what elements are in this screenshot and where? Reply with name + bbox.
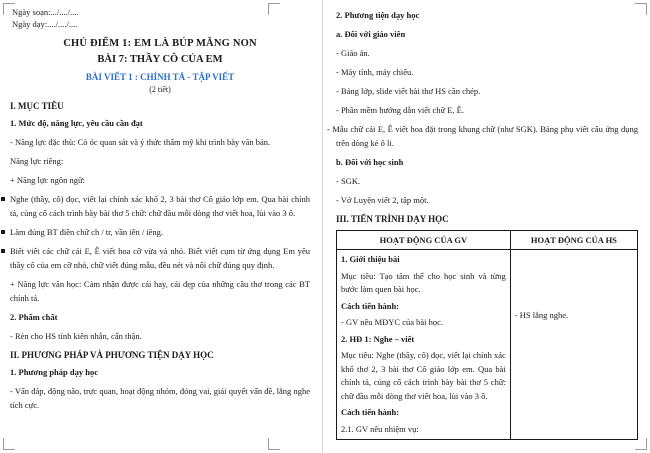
gv-block: Cách tiến hành: xyxy=(341,407,400,417)
bullet-text: Biết viết các chữ cái E, Ê viết hoa cỡ vừa và nhỏ. Biết viết cụm từ ứng dụng Em yêu thầy cô của em cỡ nhỏ, chữ viết đúng mẫu, đều nét và nối chữ đúng quy định. xyxy=(10,246,310,270)
bullet-text: Nghe (thầy, cô) đọc, viết lại chính xác khổ 2, 3 bài thơ Cô giáo lớp em. Qua bài chính tả, củng cố cách trình bày bài thơ 5 chữ: chữ đầu mỗi dòng thơ viết hoa, lùi vào 3 ô. xyxy=(10,194,310,218)
gv-block: 2.1. GV nêu nhiệm vụ: xyxy=(341,423,419,434)
bullet-item xyxy=(10,225,310,239)
objectives-private-capacity: Năng lực riêng: xyxy=(10,156,64,166)
teacher-item: - Máy tính, máy chiếu. xyxy=(336,67,414,77)
page-title: CHỦ ĐIỂM 1: EM LÀ BÚP MĂNG NON xyxy=(63,38,257,49)
teaching-method-detail: - Vấn đáp, động não, trực quan, hoạt động nhóm, đóng vai, giải quyết vấn đề, lắng nghe tích cực. xyxy=(10,386,310,410)
gv-block: Cách tiến hành: xyxy=(341,300,400,311)
lesson-plan-table xyxy=(336,230,638,440)
gv-block: 2. HĐ 1: Nghe – viết xyxy=(341,333,415,344)
square-bullet-icon xyxy=(1,249,5,253)
objectives-specific: - Năng lực đặc thù: Có óc quan sát và ý thức thẩm mỹ khi trình bày văn bản. xyxy=(10,137,271,147)
section-process-heading: III. TIẾN TRÌNH DẠY HỌC xyxy=(336,214,449,224)
bullet-item xyxy=(10,244,310,272)
column-header-hs: HOẠT ĐỘNG CỦA HS xyxy=(510,231,637,250)
bullet-text: Làm đúng BT điền chữ ch / tr, vần iên / iêng. xyxy=(10,227,164,237)
objectives-literature-capacity: + Năng lực văn học: Cảm nhận được cái hay, cái đẹp của những câu thơ trong các BT chính tả. xyxy=(10,279,310,303)
date-day-line: Ngày dạy:..../..../.... xyxy=(12,19,78,29)
writing-title: BÀI VIẾT 1 : CHÍNH TẢ - TẬP VIẾT xyxy=(85,72,235,82)
section-objectives-heading: I. MỤC TIÊU xyxy=(10,101,64,111)
column-header-gv: HOẠT ĐỘNG CỦA GV xyxy=(337,231,511,250)
square-bullet-icon xyxy=(1,197,5,201)
teacher-item: - Bảng lớp, slide viết bài thơ HS cần chép. xyxy=(336,86,481,96)
right-column xyxy=(322,0,650,453)
objectives-language-capacity: + Năng lực ngôn ngữ: xyxy=(10,175,85,185)
cell-teacher-activity xyxy=(337,250,511,440)
lesson-duration: (2 tiết) xyxy=(149,85,171,94)
left-column xyxy=(0,0,322,453)
for-teacher-heading: a. Đối với giáo viên xyxy=(336,29,406,39)
student-item: - Vở Luyện viết 2, tập một. xyxy=(336,195,429,205)
gv-block: Mục tiêu: Tạo tâm thế cho học sinh và từng bước làm quen bài học. xyxy=(341,270,506,294)
gv-block: 1. Giới thiệu bài xyxy=(341,254,400,264)
table-row xyxy=(337,250,638,440)
student-item: - SGK. xyxy=(336,176,361,186)
cell-student-activity xyxy=(510,250,637,440)
crop-mark xyxy=(268,3,280,15)
quality-detail: - Rèn cho HS tính kiên nhẫn, cẩn thận. xyxy=(10,331,142,341)
for-student-heading: b. Đối với học sinh xyxy=(336,157,404,167)
teacher-item: - Mẫu chữ cái E, Ê viết hoa đặt trong khung chữ (như SGK). Bảng phụ viết câu ứng dụng trên dòng kẻ ô li. xyxy=(327,124,638,148)
teaching-means-heading: 2. Phương tiện dạy học xyxy=(336,10,420,20)
crop-mark xyxy=(635,3,647,15)
objectives-level-heading: 1. Mức độ, năng lực, yêu cầu cần đạt xyxy=(10,118,143,128)
square-bullet-icon xyxy=(1,230,5,234)
section-methods-heading: II. PHƯƠNG PHÁP VÀ PHƯƠNG TIỆN DẠY HỌC xyxy=(10,350,214,360)
quality-heading: 2. Phẩm chất xyxy=(10,312,58,322)
hs-block: - HS lắng nghe. xyxy=(514,310,569,320)
teaching-method-heading: 1. Phương pháp dạy học xyxy=(10,367,98,377)
crop-mark xyxy=(268,438,280,450)
date-soan-line: Ngày soạn:.../..../.... xyxy=(12,7,79,17)
gv-block: Mục tiêu: Nghe (thầy, cô) đọc, viết lại chính xác khổ thơ 2, 3 bài thơ Cô giáo lớp em. Qua bài chính tả, củng cố cách trình bày bài thơ 5 chữ: chữ đầu mỗi dòng thơ viết hoa, lùi vào 3 ô. xyxy=(341,350,506,401)
table-header-row xyxy=(337,231,638,250)
crop-mark xyxy=(3,438,15,450)
teacher-item: - Giáo án. xyxy=(336,48,370,58)
crop-mark xyxy=(3,3,15,15)
gv-block: - GV nêu MĐYC của bài học. xyxy=(341,317,444,327)
bullet-item xyxy=(10,192,310,220)
crop-mark xyxy=(635,438,647,450)
teacher-item: - Phần mềm hướng dẫn viết chữ E, Ê. xyxy=(336,105,464,115)
lesson-title: BÀI 7: THẦY CÔ CỦA EM xyxy=(97,54,223,65)
